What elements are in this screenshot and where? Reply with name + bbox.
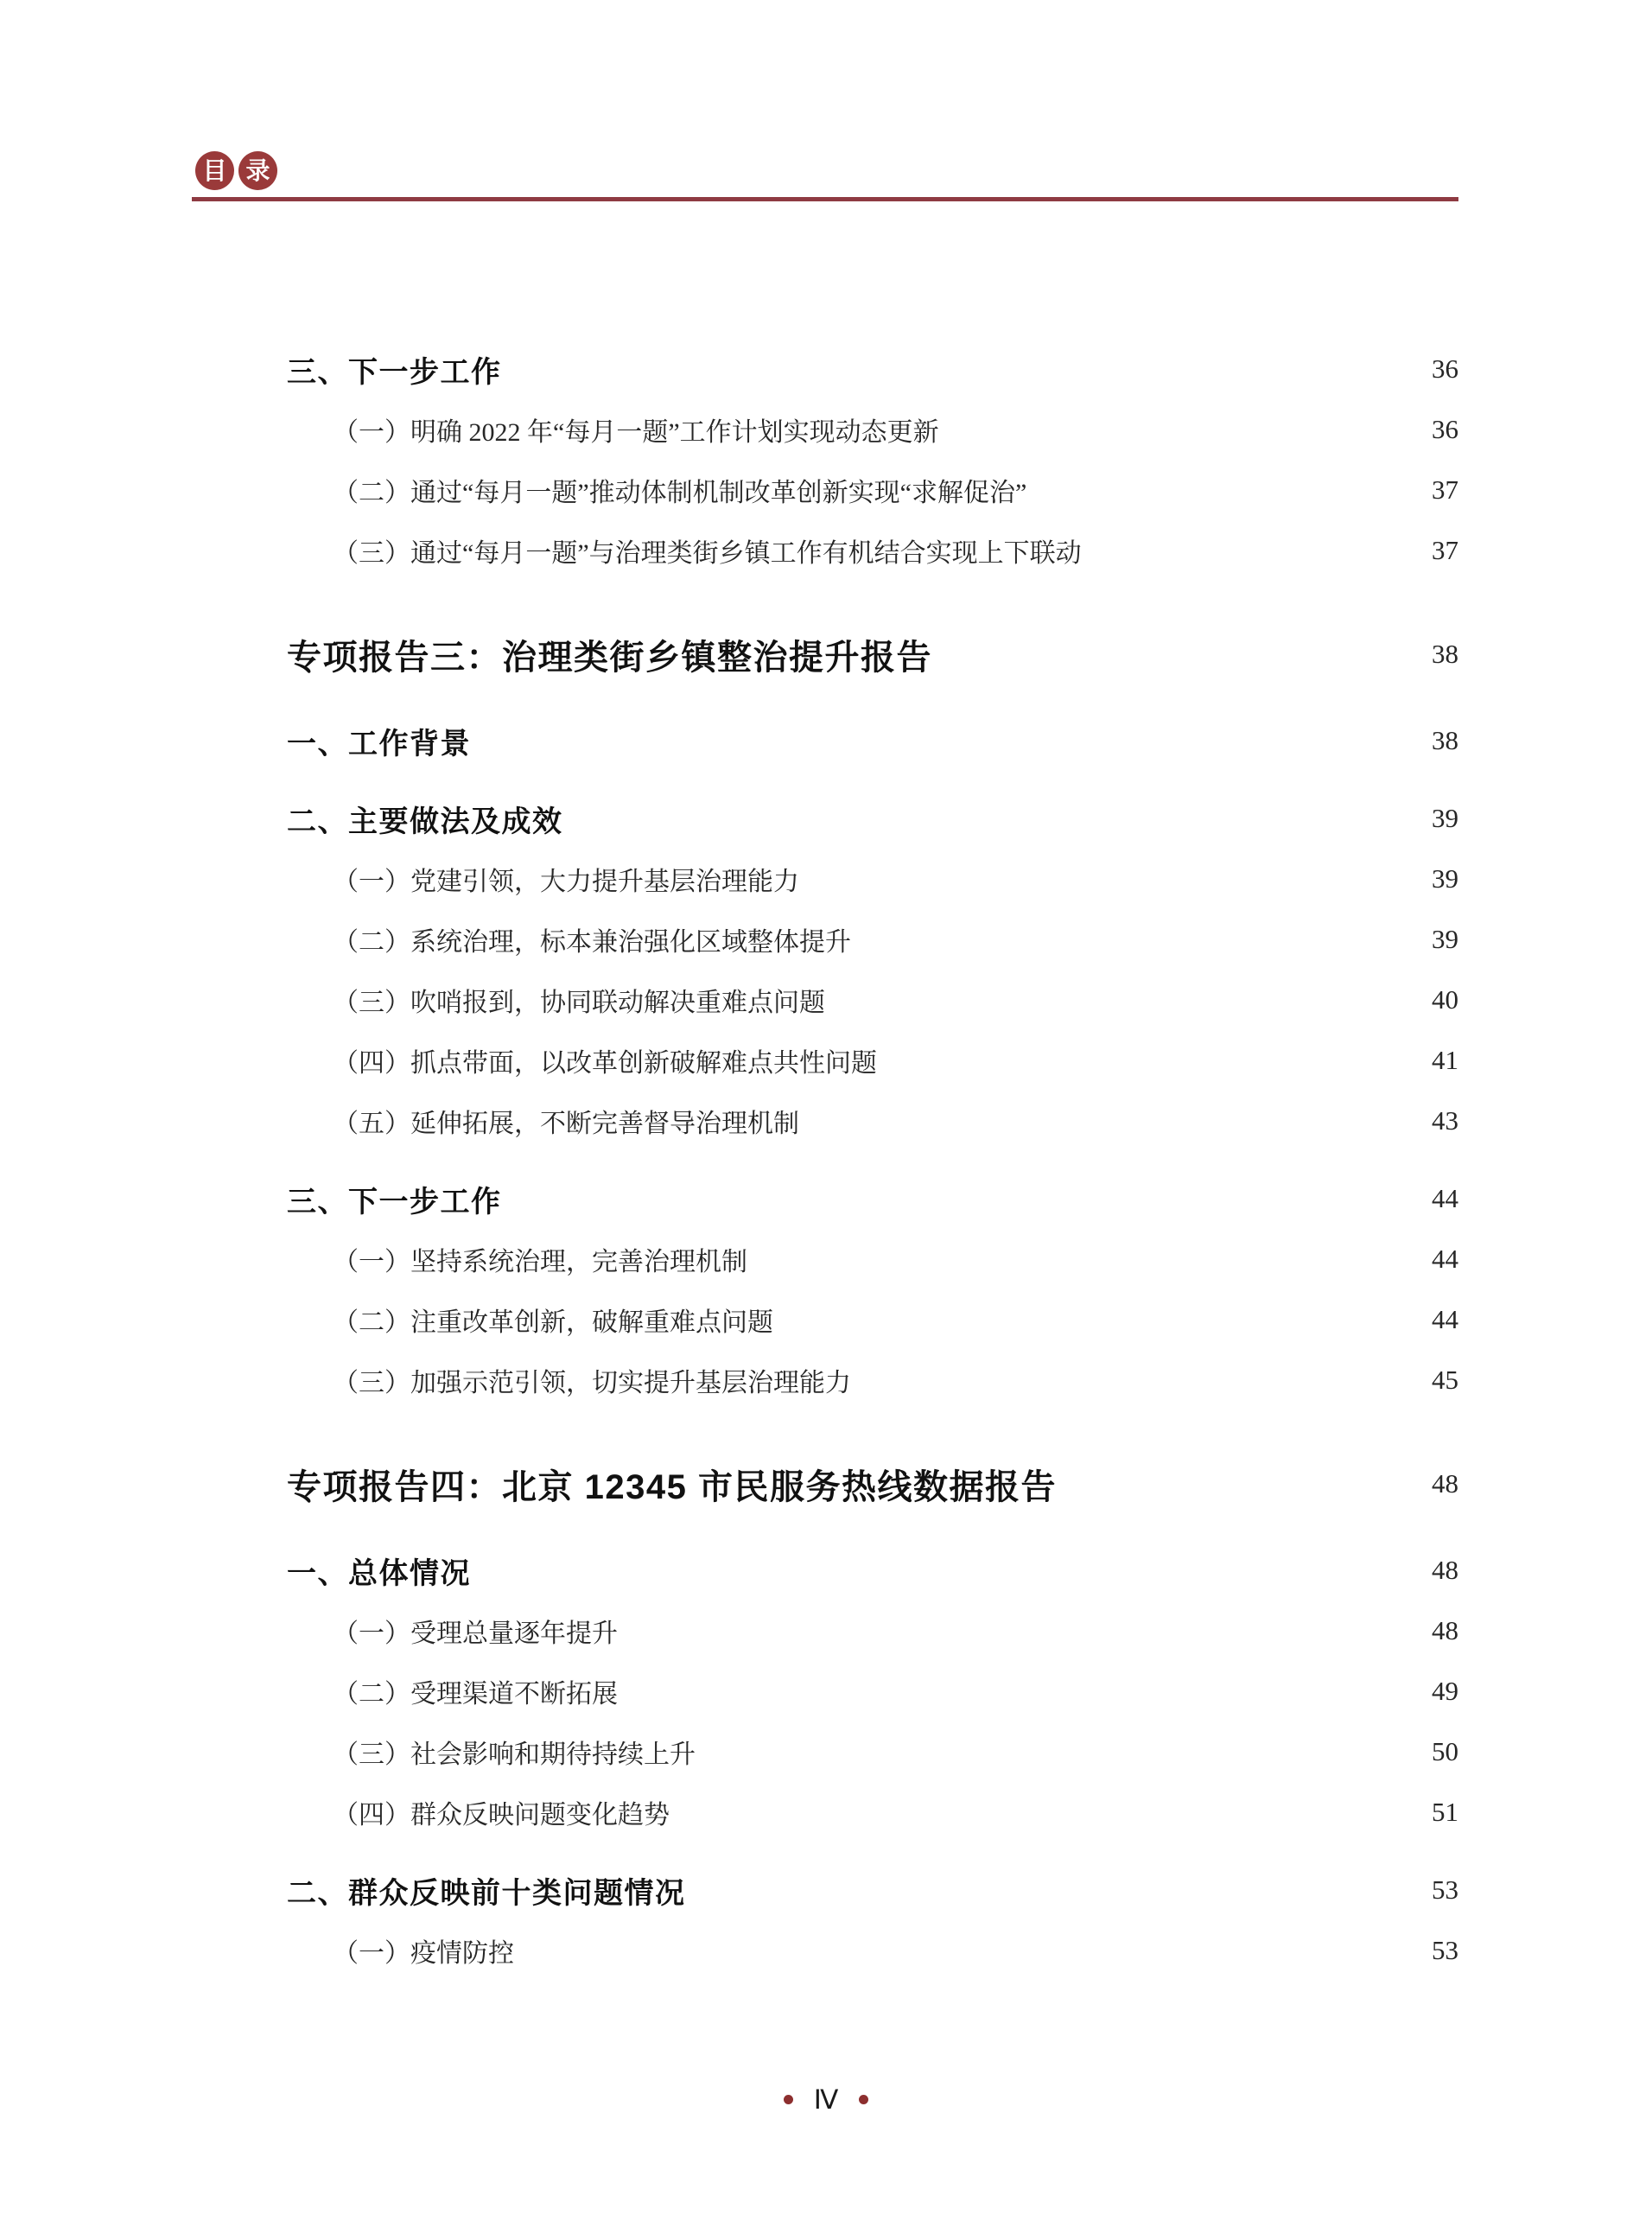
toc-entry-page: 51 [1432,1797,1458,1827]
toc-entry-page: 53 [1432,1935,1458,1965]
toc-entry-page: 38 [1432,639,1458,669]
toc-entry-page: 41 [1432,1045,1458,1075]
toc-row[interactable] [287,460,1458,520]
toc-entry-text: 二、群众反映前十类问题情况 [287,1876,686,1910]
toc-row[interactable] [287,1920,1458,1981]
toc-entry-text: （二）系统治理，标本兼治强化区域整体提升 [333,928,851,957]
toc-entry-text: （五）延伸拓展，不断完善督导治理机制 [333,1110,799,1138]
toc-entry-page: 39 [1432,803,1458,833]
toc-entry-text: （四）群众反映问题变化趋势 [333,1801,670,1830]
toc-entry-text: （一）明确 2022 年“每月一题”工作计划实现动态更新 [333,418,939,447]
toc-entry-text: （一）受理总量逐年提升 [333,1620,618,1648]
toc-entry-page: 43 [1432,1105,1458,1136]
toc-row[interactable] [287,1600,1458,1661]
toc-row[interactable] [287,1091,1458,1151]
toc-row[interactable] [287,1350,1458,1410]
toc-entry-text: 一、总体情况 [287,1556,471,1590]
toc-row[interactable] [287,1860,1458,1920]
toc-row[interactable] [287,1445,1458,1523]
toc-row[interactable] [287,1168,1458,1229]
toc-entry-text: （三）通过“每月一题”与治理类街乡镇工作有机结合实现上下联动 [333,539,1082,568]
toc-row[interactable] [287,788,1458,849]
toc-entry-page: 49 [1432,1676,1458,1706]
toc-entry-page: 40 [1432,984,1458,1015]
toc-entry-text: （一）党建引领，大力提升基层治理能力 [333,868,799,896]
toc-entry-text: （一）疫情防控 [333,1939,514,1968]
toc-entry-text: 一、工作背景 [287,727,471,760]
page-footer [0,2086,1652,2113]
toc-entry-page: 48 [1432,1615,1458,1645]
toc-entry-page: 36 [1432,353,1458,384]
toc-entry-page: 44 [1432,1183,1458,1213]
toc-entry-text: （二）通过“每月一题”推动体制机制改革创新实现“求解促治” [333,479,1027,507]
toc-entry-text: （二）注重改革创新，破解重难点问题 [333,1308,773,1337]
toc-entry-page: 44 [1432,1244,1458,1274]
toc-entry-text: （三）社会影响和期待持续上升 [333,1740,696,1769]
contents-badge-circle-1: 目 [195,151,234,190]
contents-badge-circle-2: 录 [238,151,277,190]
toc-entry-page: 44 [1432,1304,1458,1334]
toc-row[interactable] [287,339,1458,399]
toc-entry-page: 50 [1432,1736,1458,1766]
toc-entry-page: 53 [1432,1874,1458,1905]
toc-entry-page: 36 [1432,414,1458,444]
toc-entry-page: 37 [1432,474,1458,505]
footer-page-number: Ⅳ [813,2084,839,2115]
toc-entry-text: 三、下一步工作 [287,1185,502,1219]
toc-entry-text: （二）受理渠道不断拓展 [333,1680,618,1709]
toc-entry-page: 48 [1432,1555,1458,1585]
toc-row[interactable] [287,615,1458,693]
toc-entry-text: （四）抓点带面，以改革创新破解难点共性问题 [333,1049,877,1078]
toc-entry-page: 48 [1432,1468,1458,1499]
header-divider-line [192,197,1458,201]
toc-row[interactable] [287,1661,1458,1721]
toc-row[interactable] [287,909,1458,970]
toc-list [287,321,1458,1981]
toc-entry-page: 39 [1432,863,1458,894]
footer-dot-left-icon [784,2095,793,2104]
footer-dot-right-icon [859,2095,868,2104]
toc-row[interactable] [287,1540,1458,1600]
toc-entry-text: 专项报告三：治理类街乡镇整治提升报告 [287,638,932,677]
toc-row[interactable] [287,1229,1458,1289]
toc-row[interactable] [287,1289,1458,1350]
toc-entry-page: 38 [1432,725,1458,755]
toc-row[interactable] [287,970,1458,1030]
contents-badge [195,151,277,190]
toc-row[interactable] [287,1721,1458,1782]
toc-entry-page: 39 [1432,924,1458,954]
toc-entry-text: （三）吹哨报到，协同联动解决重难点问题 [333,989,825,1017]
toc-row[interactable] [287,520,1458,581]
toc-row[interactable] [287,1782,1458,1842]
toc-entry-page: 37 [1432,535,1458,565]
toc-entry-text: 三、下一步工作 [287,355,502,389]
toc-entry-page: 45 [1432,1365,1458,1395]
toc-row[interactable] [287,399,1458,460]
toc-entry-text: （一）坚持系统治理，完善治理机制 [333,1248,747,1276]
toc-row[interactable] [287,1030,1458,1091]
toc-entry-text: （三）加强示范引领，切实提升基层治理能力 [333,1369,851,1397]
toc-row[interactable] [287,710,1458,771]
toc-entry-text: 专项报告四：北京 12345 市民服务热线数据报告 [287,1467,1057,1506]
toc-row[interactable] [287,849,1458,909]
toc-entry-text: 二、主要做法及成效 [287,805,563,838]
